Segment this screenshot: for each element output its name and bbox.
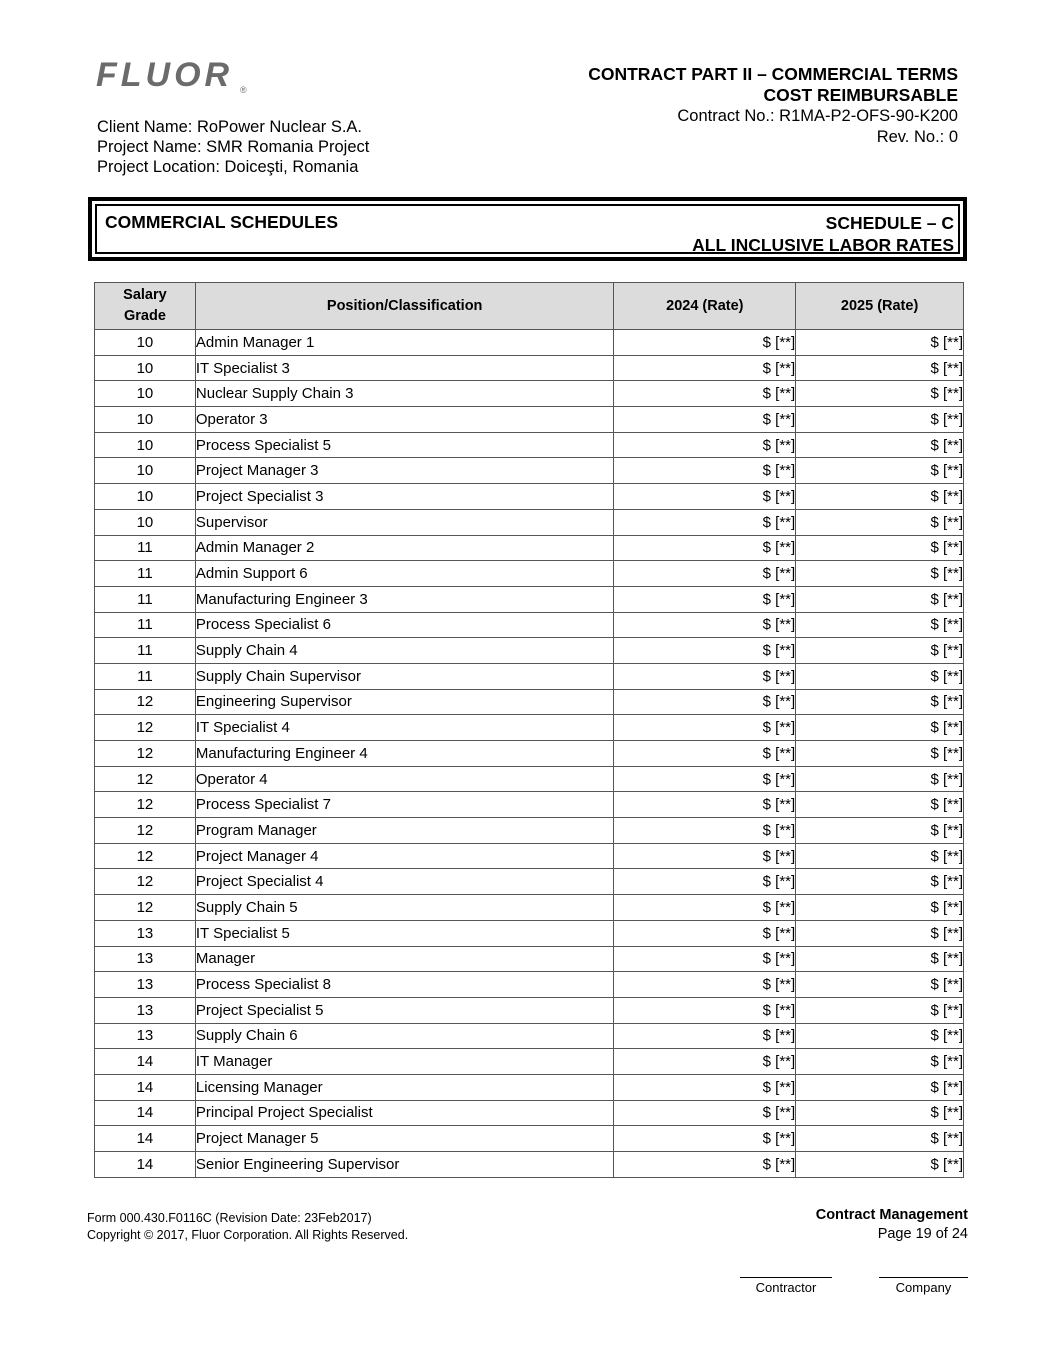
salary-grade-cell: 12 bbox=[95, 895, 196, 921]
position-cell: Engineering Supervisor bbox=[195, 689, 614, 715]
salary-grade-cell: 13 bbox=[95, 1023, 196, 1049]
rate-2024-cell: $ [**] bbox=[614, 843, 796, 869]
company-signature-line: Company bbox=[879, 1277, 968, 1295]
salary-grade-cell: 12 bbox=[95, 741, 196, 767]
salary-grade-cell: 13 bbox=[95, 972, 196, 998]
form-number: Form 000.430.F0116C (Revision Date: 23Feb2017) bbox=[87, 1211, 372, 1225]
salary-grade-cell: 12 bbox=[95, 689, 196, 715]
position-cell: Operator 4 bbox=[195, 766, 614, 792]
salary-grade-cell: 14 bbox=[95, 1126, 196, 1152]
table-row bbox=[95, 509, 964, 535]
rate-2025-cell: $ [**] bbox=[796, 1152, 964, 1178]
table-row bbox=[95, 612, 964, 638]
salary-grade-cell: 14 bbox=[95, 1152, 196, 1178]
salary-grade-cell: 12 bbox=[95, 766, 196, 792]
schedule-title bbox=[692, 212, 954, 256]
rate-2025-cell: $ [**] bbox=[796, 715, 964, 741]
table-row bbox=[95, 1074, 964, 1100]
table-row bbox=[95, 972, 964, 998]
rate-2024-cell: $ [**] bbox=[614, 895, 796, 921]
table-row bbox=[95, 1049, 964, 1075]
salary-grade-cell: 13 bbox=[95, 997, 196, 1023]
schedule-banner bbox=[88, 197, 967, 261]
rate-2025-cell: $ [**] bbox=[796, 484, 964, 510]
rate-2025-cell: $ [**] bbox=[796, 561, 964, 587]
rate-2025-cell: $ [**] bbox=[796, 355, 964, 381]
table-row bbox=[95, 586, 964, 612]
table-row bbox=[95, 638, 964, 664]
salary-grade-cell: 10 bbox=[95, 509, 196, 535]
salary-grade-cell: 11 bbox=[95, 612, 196, 638]
rate-2024-cell: $ [**] bbox=[614, 612, 796, 638]
position-cell: Project Manager 3 bbox=[195, 458, 614, 484]
rate-2025-cell: $ [**] bbox=[796, 432, 964, 458]
table-row bbox=[95, 1152, 964, 1178]
rate-2024-cell: $ [**] bbox=[614, 1126, 796, 1152]
position-cell: IT Specialist 5 bbox=[195, 920, 614, 946]
revision-number: Rev. No.: 0 bbox=[876, 128, 958, 146]
salary-grade-cell: 11 bbox=[95, 535, 196, 561]
rate-2025-cell: $ [**] bbox=[796, 1126, 964, 1152]
position-cell: Manager bbox=[195, 946, 614, 972]
rate-2025-cell: $ [**] bbox=[796, 766, 964, 792]
salary-grade-cell: 14 bbox=[95, 1049, 196, 1075]
rate-2025-cell: $ [**] bbox=[796, 663, 964, 689]
labor-rates-table bbox=[94, 282, 964, 1178]
salary-grade-cell: 12 bbox=[95, 869, 196, 895]
table-row bbox=[95, 792, 964, 818]
position-cell: Licensing Manager bbox=[195, 1074, 614, 1100]
rate-2024-cell: $ [**] bbox=[614, 484, 796, 510]
rate-2024-cell: $ [**] bbox=[614, 458, 796, 484]
salary-grade-cell: 11 bbox=[95, 561, 196, 587]
rate-2024-cell: $ [**] bbox=[614, 920, 796, 946]
position-cell: Manufacturing Engineer 4 bbox=[195, 741, 614, 767]
salary-grade-cell: 11 bbox=[95, 586, 196, 612]
rate-2024-cell: $ [**] bbox=[614, 972, 796, 998]
rate-2025-cell: $ [**] bbox=[796, 381, 964, 407]
table-row bbox=[95, 715, 964, 741]
rate-2024-cell: $ [**] bbox=[614, 586, 796, 612]
salary-grade-cell: 12 bbox=[95, 843, 196, 869]
position-cell: Supply Chain Supervisor bbox=[195, 663, 614, 689]
table-row bbox=[95, 432, 964, 458]
position-cell: Principal Project Specialist bbox=[195, 1100, 614, 1126]
table-row bbox=[95, 1126, 964, 1152]
project-location: Project Location: Doiceşti, Romania bbox=[97, 158, 359, 176]
table-row bbox=[95, 1023, 964, 1049]
position-cell: Senior Engineering Supervisor bbox=[195, 1152, 614, 1178]
rate-2025-cell: $ [**] bbox=[796, 869, 964, 895]
position-cell: Process Specialist 7 bbox=[195, 792, 614, 818]
position-cell: Manufacturing Engineer 3 bbox=[195, 586, 614, 612]
table-row bbox=[95, 741, 964, 767]
table-row bbox=[95, 663, 964, 689]
table-row bbox=[95, 458, 964, 484]
rate-2024-cell: $ [**] bbox=[614, 869, 796, 895]
table-row bbox=[95, 484, 964, 510]
table-row bbox=[95, 843, 964, 869]
copyright: Copyright © 2017, Fluor Corporation. All Rights Reserved. bbox=[87, 1228, 409, 1242]
rate-2025-cell: $ [**] bbox=[796, 972, 964, 998]
position-cell: Process Specialist 5 bbox=[195, 432, 614, 458]
rate-2024-cell: $ [**] bbox=[614, 407, 796, 433]
rate-2024-cell: $ [**] bbox=[614, 381, 796, 407]
contract-title: CONTRACT PART II – COMMERCIAL TERMS bbox=[588, 64, 958, 84]
rate-2024-cell: $ [**] bbox=[614, 330, 796, 356]
salary-grade-cell: 10 bbox=[95, 407, 196, 433]
rate-2025-cell: $ [**] bbox=[796, 818, 964, 844]
rate-2025-cell: $ [**] bbox=[796, 638, 964, 664]
rate-2024-cell: $ [**] bbox=[614, 766, 796, 792]
position-cell: Operator 3 bbox=[195, 407, 614, 433]
rate-2025-cell: $ [**] bbox=[796, 1100, 964, 1126]
position-cell: Project Specialist 4 bbox=[195, 869, 614, 895]
rate-2024-cell: $ [**] bbox=[614, 792, 796, 818]
header-rate-2024: 2024 (Rate) bbox=[614, 283, 796, 330]
position-cell: Supply Chain 5 bbox=[195, 895, 614, 921]
rate-2025-cell: $ [**] bbox=[796, 407, 964, 433]
position-cell: Supply Chain 6 bbox=[195, 1023, 614, 1049]
table-row bbox=[95, 1100, 964, 1126]
contract-subtitle: COST REIMBURSABLE bbox=[763, 85, 958, 105]
footer-section: Contract Management bbox=[815, 1207, 968, 1223]
rate-2025-cell: $ [**] bbox=[796, 535, 964, 561]
table-row bbox=[95, 895, 964, 921]
position-cell: Admin Support 6 bbox=[195, 561, 614, 587]
table-row bbox=[95, 381, 964, 407]
client-name: Client Name: RoPower Nuclear S.A. bbox=[97, 118, 363, 136]
rate-2024-cell: $ [**] bbox=[614, 638, 796, 664]
rate-2025-cell: $ [**] bbox=[796, 330, 964, 356]
table-row bbox=[95, 330, 964, 356]
rate-2025-cell: $ [**] bbox=[796, 1023, 964, 1049]
position-cell: Project Specialist 5 bbox=[195, 997, 614, 1023]
position-cell: Project Manager 4 bbox=[195, 843, 614, 869]
rate-2024-cell: $ [**] bbox=[614, 946, 796, 972]
position-cell: Project Manager 5 bbox=[195, 1126, 614, 1152]
rate-2024-cell: $ [**] bbox=[614, 741, 796, 767]
salary-grade-cell: 10 bbox=[95, 458, 196, 484]
rate-2024-cell: $ [**] bbox=[614, 997, 796, 1023]
position-cell: Supply Chain 4 bbox=[195, 638, 614, 664]
rate-2024-cell: $ [**] bbox=[614, 1074, 796, 1100]
schedule-description: ALL INCLUSIVE LABOR RATES bbox=[692, 235, 954, 255]
position-cell: Project Specialist 3 bbox=[195, 484, 614, 510]
table-row bbox=[95, 869, 964, 895]
rate-2025-cell: $ [**] bbox=[796, 612, 964, 638]
position-cell: Process Specialist 6 bbox=[195, 612, 614, 638]
table-row bbox=[95, 946, 964, 972]
rate-2024-cell: $ [**] bbox=[614, 1100, 796, 1126]
project-name: Project Name: SMR Romania Project bbox=[97, 138, 370, 156]
salary-grade-cell: 12 bbox=[95, 792, 196, 818]
table-row bbox=[95, 355, 964, 381]
salary-grade-cell: 10 bbox=[95, 381, 196, 407]
rate-2024-cell: $ [**] bbox=[614, 561, 796, 587]
salary-grade-cell: 10 bbox=[95, 432, 196, 458]
registered-mark: ® bbox=[240, 85, 247, 95]
rate-2024-cell: $ [**] bbox=[614, 663, 796, 689]
rate-2024-cell: $ [**] bbox=[614, 355, 796, 381]
salary-grade-cell: 13 bbox=[95, 920, 196, 946]
table-row bbox=[95, 689, 964, 715]
schedule-section-title: COMMERCIAL SCHEDULES bbox=[105, 212, 339, 232]
schedule-id: SCHEDULE – C bbox=[825, 213, 954, 233]
table-row bbox=[95, 766, 964, 792]
rate-2025-cell: $ [**] bbox=[796, 741, 964, 767]
page-footer bbox=[816, 1206, 968, 1244]
rate-2025-cell: $ [**] bbox=[796, 1049, 964, 1075]
position-cell: IT Specialist 4 bbox=[195, 715, 614, 741]
rate-2025-cell: $ [**] bbox=[796, 689, 964, 715]
position-cell: IT Manager bbox=[195, 1049, 614, 1075]
salary-grade-cell: 14 bbox=[95, 1100, 196, 1126]
header-salary-grade: Salary Grade bbox=[95, 283, 196, 330]
salary-grade-cell: 10 bbox=[95, 355, 196, 381]
contractor-signature-line: Contractor bbox=[740, 1277, 832, 1295]
rate-2025-cell: $ [**] bbox=[796, 1074, 964, 1100]
rate-2024-cell: $ [**] bbox=[614, 1023, 796, 1049]
table-header-row bbox=[95, 283, 964, 330]
position-cell: Admin Manager 1 bbox=[195, 330, 614, 356]
page-number: Page 19 of 24 bbox=[877, 1226, 968, 1242]
position-cell: Nuclear Supply Chain 3 bbox=[195, 381, 614, 407]
rate-2024-cell: $ [**] bbox=[614, 509, 796, 535]
table-row bbox=[95, 535, 964, 561]
salary-grade-cell: 13 bbox=[95, 946, 196, 972]
table-row bbox=[95, 818, 964, 844]
rate-2024-cell: $ [**] bbox=[614, 1049, 796, 1075]
salary-grade-cell: 10 bbox=[95, 484, 196, 510]
rate-2025-cell: $ [**] bbox=[796, 843, 964, 869]
contract-header bbox=[588, 64, 958, 148]
rate-2025-cell: $ [**] bbox=[796, 997, 964, 1023]
salary-grade-cell: 14 bbox=[95, 1074, 196, 1100]
position-cell: Process Specialist 8 bbox=[195, 972, 614, 998]
header-rate-2025: 2025 (Rate) bbox=[796, 283, 964, 330]
contract-number: Contract No.: R1MA-P2-OFS-90-K200 bbox=[677, 107, 958, 125]
salary-grade-cell: 12 bbox=[95, 818, 196, 844]
rate-2024-cell: $ [**] bbox=[614, 1152, 796, 1178]
table-row bbox=[95, 920, 964, 946]
rate-2025-cell: $ [**] bbox=[796, 920, 964, 946]
rate-2025-cell: $ [**] bbox=[796, 792, 964, 818]
rate-2024-cell: $ [**] bbox=[614, 689, 796, 715]
rate-2024-cell: $ [**] bbox=[614, 715, 796, 741]
position-cell: Program Manager bbox=[195, 818, 614, 844]
position-cell: Supervisor bbox=[195, 509, 614, 535]
rate-2025-cell: $ [**] bbox=[796, 895, 964, 921]
fluor-logo: FLUOR bbox=[96, 56, 234, 94]
rate-2025-cell: $ [**] bbox=[796, 586, 964, 612]
table-row bbox=[95, 407, 964, 433]
salary-grade-cell: 11 bbox=[95, 638, 196, 664]
client-info bbox=[97, 117, 369, 177]
table-row bbox=[95, 561, 964, 587]
rate-2025-cell: $ [**] bbox=[796, 946, 964, 972]
rate-2025-cell: $ [**] bbox=[796, 458, 964, 484]
position-cell: IT Specialist 3 bbox=[195, 355, 614, 381]
salary-grade-cell: 11 bbox=[95, 663, 196, 689]
table-row bbox=[95, 997, 964, 1023]
rate-2024-cell: $ [**] bbox=[614, 818, 796, 844]
header-position: Position/Classification bbox=[195, 283, 614, 330]
salary-grade-cell: 12 bbox=[95, 715, 196, 741]
salary-grade-cell: 10 bbox=[95, 330, 196, 356]
rate-2024-cell: $ [**] bbox=[614, 432, 796, 458]
rate-2024-cell: $ [**] bbox=[614, 535, 796, 561]
rate-2025-cell: $ [**] bbox=[796, 509, 964, 535]
position-cell: Admin Manager 2 bbox=[195, 535, 614, 561]
form-footer bbox=[87, 1210, 408, 1244]
